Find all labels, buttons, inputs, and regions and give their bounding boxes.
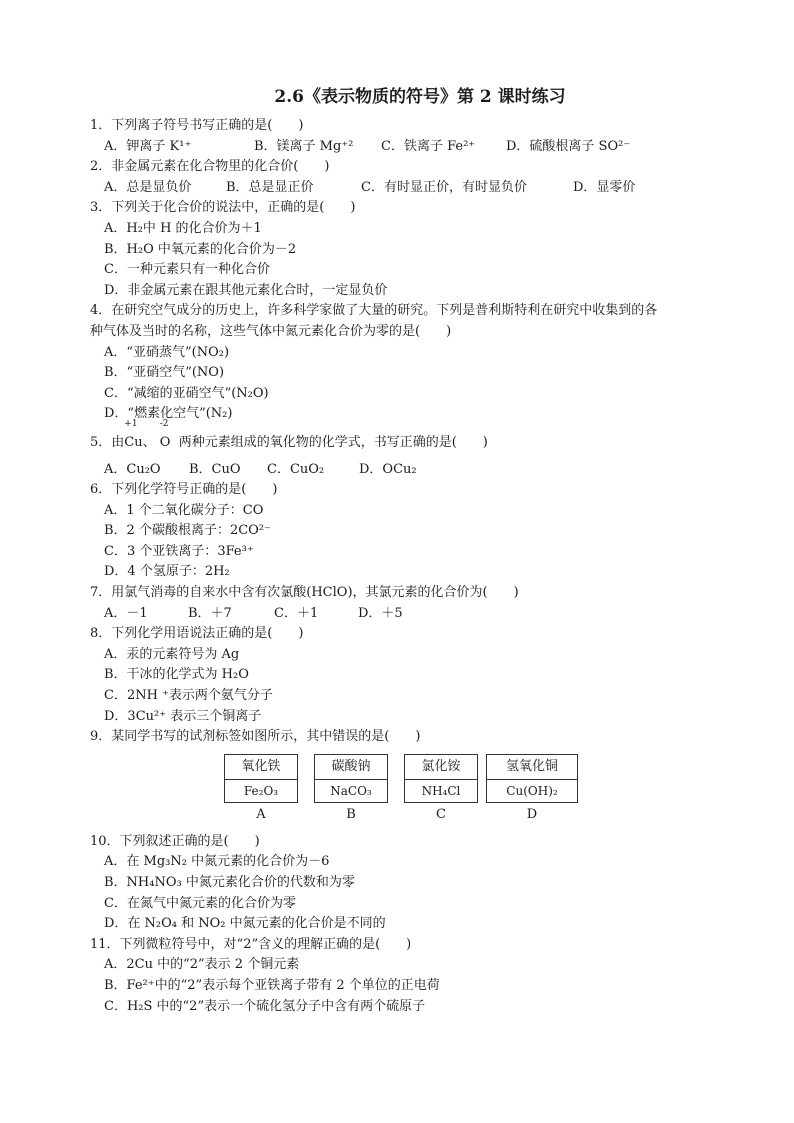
q11-option-c: C．H₂S 中的“2”表示一个硫化氢分子中含有两个硫原子 xyxy=(104,998,426,1014)
reagent-label-c xyxy=(396,754,486,826)
q5-option-c: C．CuO₂ xyxy=(267,461,325,477)
q2-option-a: A．总是显负价 xyxy=(104,179,192,195)
q1-option-d: D．硫酸根离子 SO²⁻ xyxy=(506,138,631,154)
question-1-options xyxy=(90,137,720,158)
q2-option-c: C．有时显正价，有时显负价 xyxy=(361,179,527,195)
q1-option-c: C．铁离子 Fe²⁺ xyxy=(381,138,476,154)
label-letter: B xyxy=(346,806,356,822)
q5-option-a: A．Cu₂O xyxy=(104,461,161,477)
question-7-stem: 7．用氯气消毒的自来水中含有次氯酸(HClO)，其氯元素的化合价为( ) xyxy=(90,585,519,601)
q10-option-c: C．在氮气中氮元素的化合价为零 xyxy=(104,895,296,911)
q3-option-c: C．一种元素只有一种化合价 xyxy=(104,262,270,278)
q5-suffix: 两种元素组成的氧化物的化学式，书写正确的是( ) xyxy=(178,434,488,450)
q8-option-c: C．2NH ⁺表示两个氨气分子 xyxy=(104,688,273,704)
q4-option-a: A．“亚硝蒸气”(NO₂) xyxy=(104,344,230,360)
question-7-options xyxy=(90,604,720,625)
label-box xyxy=(224,754,298,803)
q7-option-c: C．＋1 xyxy=(274,605,319,621)
q5-copper-symbol: +1 Cu xyxy=(124,418,143,450)
label-name: 氧化铁 xyxy=(225,755,297,780)
q7-option-a: A．－1 xyxy=(104,605,148,621)
question-2-options xyxy=(90,178,720,199)
page-title: 2.6《表示物质的符号》第 2 课时练习 xyxy=(274,87,566,107)
reagent-label-d xyxy=(486,754,578,826)
q1-option-a: A．钾离子 K¹⁺ xyxy=(104,138,192,154)
q7-option-b: B．＋7 xyxy=(188,605,232,621)
question-4-stem-line-1: 4．在研究空气成分的历史上，许多科学家做了大量的研究。下列是普利斯特利在研究中收集到的各 xyxy=(90,303,658,319)
q10-option-d: D．在 N₂O₄ 和 NO₂ 中氮元素的化合价是不同的 xyxy=(104,916,386,932)
q10-option-a: A．在 Mg₃N₂ 中氮元素的化合价为－6 xyxy=(104,854,330,870)
question-5-options xyxy=(90,460,720,481)
label-box xyxy=(314,754,388,803)
q5-separator: 、 xyxy=(142,434,156,450)
label-letter: C xyxy=(436,806,446,822)
q5-option-b: B．CuO xyxy=(189,461,241,477)
label-formula: NaCO₃ xyxy=(330,783,372,798)
question-3-stem: 3．下列关于化合价的说法中，正确的是( ) xyxy=(90,200,356,216)
label-formula: Cu(OH)₂ xyxy=(506,783,558,798)
q1-option-b: B．镁离子 Mg⁺² xyxy=(254,138,354,154)
q8-option-a: A．汞的元素符号为 Ag xyxy=(104,646,240,662)
q11-option-b: B．Fe²⁺中的“2”表示每个亚铁离子带有 2 个单位的正电荷 xyxy=(104,977,440,993)
q5-oxygen-symbol: -2 O xyxy=(159,418,171,450)
q8-option-b: B．干冰的化学式为 H₂O xyxy=(104,667,249,683)
label-box xyxy=(404,754,478,803)
q4-option-d: D．“燃素化空气”(N₂) xyxy=(104,406,233,422)
q8-option-d: D．3Cu²⁺ 表示三个铜离子 xyxy=(104,708,262,724)
q6-option-c: C．3 个亚铁离子：3Fe³⁺ xyxy=(104,543,254,559)
question-11-stem: 11．下列微粒符号中，对“2”含义的理解正确的是( ) xyxy=(90,936,412,952)
q4-option-c: C．“减缩的亚硝空气”(N₂O) xyxy=(104,385,269,401)
q3-option-d: D．非金属元素在跟其他元素化合时，一定显负价 xyxy=(104,282,388,298)
question-6-stem: 6．下列化学符号正确的是( ) xyxy=(90,482,278,498)
reagent-label-b xyxy=(306,754,396,826)
label-formula: NH₄Cl xyxy=(421,783,461,798)
label-box xyxy=(486,754,578,803)
q4-option-b: B．“亚硝空气”(NO) xyxy=(104,365,225,381)
q6-option-d: D．4 个氢原子：2H₂ xyxy=(104,564,230,580)
question-9-stem: 9．某同学书写的试剂标签如图所示，其中错误的是( ) xyxy=(90,729,421,745)
q5-prefix: 5．由 xyxy=(90,434,125,450)
q6-option-a: A．1 个二氧化碳分子：CO xyxy=(104,502,264,518)
label-formula: Fe₂O₃ xyxy=(243,783,279,798)
question-8-stem: 8．下列化学用语说法正确的是( ) xyxy=(90,626,304,642)
q2-option-b: B．总是显正价 xyxy=(226,179,314,195)
label-name: 氯化铵 xyxy=(405,755,477,780)
q11-option-a: A．2Cu 中的“2”表示 2 个铜元素 xyxy=(104,957,300,973)
label-letter: A xyxy=(256,806,266,822)
q5-option-d: D．OCu₂ xyxy=(359,461,417,477)
q6-option-b: B．2 个碳酸根离子：2CO²⁻ xyxy=(104,523,271,539)
q3-option-a: A．H₂中 H 的化合价为＋1 xyxy=(104,220,262,236)
question-1-stem: 1．下列离子符号书写正确的是( ) xyxy=(90,118,304,133)
question-10-stem: 10．下列叙述正确的是( ) xyxy=(90,833,260,849)
question-5-stem xyxy=(90,418,720,454)
reagent-labels xyxy=(216,754,720,826)
q5-copper-valence: +1 xyxy=(124,418,138,429)
question-2-stem: 2．非金属元素在化合物里的化合价( ) xyxy=(90,159,330,175)
reagent-label-a xyxy=(216,754,306,826)
q2-option-d: D．显零价 xyxy=(573,179,636,195)
q3-option-b: B．H₂O 中氧元素的化合价为－2 xyxy=(104,241,297,257)
label-name: 氢氧化铜 xyxy=(487,755,577,780)
label-name: 碳酸钠 xyxy=(315,755,387,780)
question-4-stem-line-2: 种气体及当时的名称，这些气体中氮元素化合价为零的是( ) xyxy=(90,323,452,339)
q7-option-d: D．＋5 xyxy=(358,605,403,621)
q5-oxygen-valence: -2 xyxy=(159,418,169,429)
label-letter: D xyxy=(526,806,538,822)
q10-option-b: B．NH₄NO₃ 中氮元素化合价的代数和为零 xyxy=(104,875,355,890)
worksheet xyxy=(90,82,720,1017)
